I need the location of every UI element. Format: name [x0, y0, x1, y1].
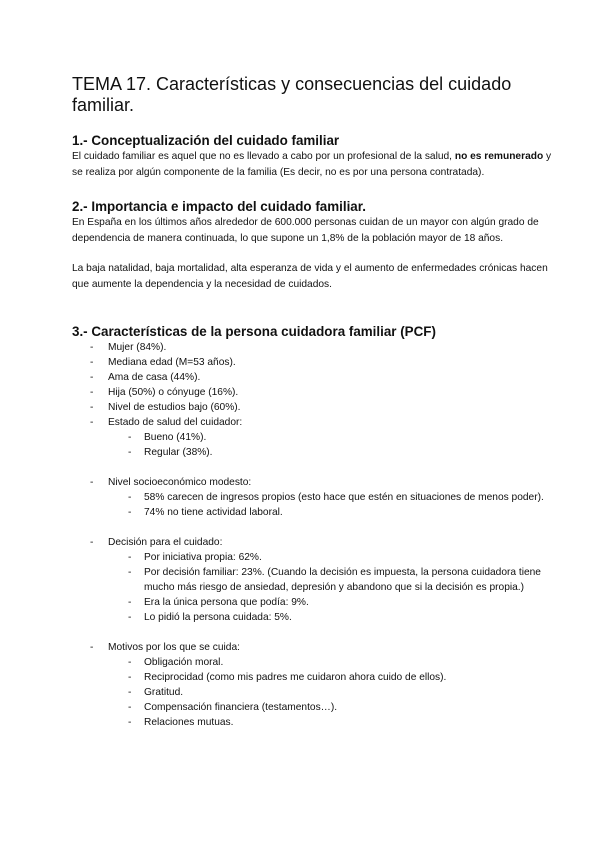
- sublist-item: - 74% no tiene actividad laboral.: [108, 505, 560, 520]
- sublist-item: - Lo pidió la persona cuidada: 5%.: [108, 610, 560, 625]
- sublist-item: - Reciprocidad (como mis padres me cuidaron ahora cuido de ellos).: [108, 670, 560, 685]
- sublist-item: - Relaciones mutuas.: [108, 715, 560, 730]
- sublist-item: - Por decisión familiar: 23%. (Cuando la decisión es impuesta, la persona cuidadora tiene mucho más riesgo de ansiedad, depresión y abandono que si la decisión es propia.): [108, 565, 560, 595]
- sublist-item: - Compensación financiera (testamentos…).: [108, 700, 560, 715]
- socio-label: Nivel socioeconómico modesto:: [108, 477, 252, 488]
- s1-text-b: y se realiza por algún componente de la familia (Es decir, no es por una persona contratada).: [72, 151, 552, 178]
- list-item: - Nivel de estudios bajo (60%).: [72, 400, 560, 415]
- section-1-heading: 1.- Conceptualización del cuidado familiar: [72, 133, 340, 148]
- decision-label: Decisión para el cuidado:: [108, 537, 223, 548]
- sublist-item: - 58% carecen de ingresos propios (esto hace que estén en situaciones de menos poder).: [108, 490, 560, 505]
- section-2-paragraph-2: La baja natalidad, baja mortalidad, alta esperanza de vida y el aumento de enfermedades crónicas hacen que aumente la dependencia y la necesidad de cuidados.: [72, 263, 548, 290]
- section-2-paragraph-1: En España en los últimos años alrededor de 600.000 personas cuidan de un mayor con algún grado de dependencia de manera continuada, lo que supone un 1,8% de la población mayor de 18 años.: [72, 217, 539, 244]
- list-item-socio: [72, 475, 560, 520]
- sublist-item: - Era la única persona que podía: 9%.: [108, 595, 560, 610]
- sublist-item: - Gratitud.: [108, 685, 560, 700]
- list-item-salud: [72, 415, 560, 460]
- list-item: - Mujer (84%).: [72, 340, 560, 355]
- motivos-label: Motivos por los que se cuida:: [108, 642, 240, 653]
- sublist-item: - Regular (38%).: [108, 445, 560, 460]
- s1-text-a: El cuidado familiar es aquel que no es llevado a cabo por un profesional de la salud,: [72, 151, 455, 162]
- list-item-decision: [72, 535, 560, 625]
- sublist-item: - Obligación moral.: [108, 655, 560, 670]
- salud-sublist: [108, 430, 560, 460]
- pcf-list: [72, 340, 560, 730]
- socio-sublist: [108, 490, 560, 520]
- salud-label: Estado de salud del cuidador:: [108, 417, 243, 428]
- list-item-motivos: [72, 640, 560, 730]
- section-2-heading: 2.- Importancia e impacto del cuidado familiar.: [72, 199, 366, 214]
- decision-sublist: [108, 550, 560, 625]
- motivos-sublist: [108, 655, 560, 730]
- list-item: - Ama de casa (44%).: [72, 370, 560, 385]
- document-title: TEMA 17. Características y consecuencias del cuidado familiar.: [72, 74, 512, 115]
- list-item: - Mediana edad (M=53 años).: [72, 355, 560, 370]
- sublist-item: - Bueno (41%).: [108, 430, 560, 445]
- sublist-item: - Por iniciativa propia: 62%.: [108, 550, 560, 565]
- s1-bold: no es remunerado: [454, 151, 544, 162]
- list-item: - Hija (50%) o cónyuge (16%).: [72, 385, 560, 400]
- section-3-heading: 3.- Características de la persona cuidadora familiar (PCF): [72, 324, 436, 339]
- section-1-paragraph: [72, 149, 560, 180]
